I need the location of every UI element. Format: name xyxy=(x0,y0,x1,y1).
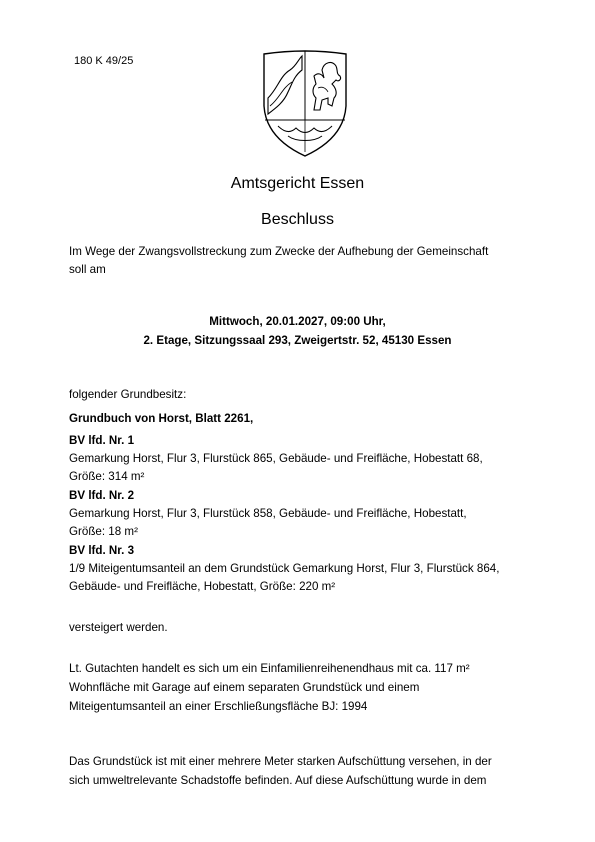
land-register: Grundbuch von Horst, Blatt 2261, xyxy=(69,412,254,425)
appraisal-line-1: Lt. Gutachten handelt es sich um ein Einfamilienreihenendhaus mit ca. 117 m² xyxy=(69,662,470,675)
auction-closing: versteigert werden. xyxy=(69,621,168,634)
property-lead: folgender Grundbesitz: xyxy=(69,388,187,401)
document-title: Beschluss xyxy=(261,211,334,228)
court-name: Amtsgericht Essen xyxy=(230,175,365,192)
note-line-2: sich umweltrelevante Schadstoffe befinden. Auf diese Aufschüttung wurde in dem xyxy=(69,774,487,787)
coat-of-arms-icon xyxy=(258,48,352,160)
case-number: 180 K 49/25 xyxy=(74,55,134,67)
intro-line-1: Im Wege der Zwangsvollstreckung zum Zwecke der Aufhebung der Gemeinschaft xyxy=(69,245,489,258)
item-heading-1: BV lfd. Nr. 1 xyxy=(69,434,135,447)
item-1-line-2: Größe: 314 m² xyxy=(69,470,145,483)
appraisal-line-3: Miteigentumsanteil an einer Erschließungsfläche BJ: 1994 xyxy=(69,700,368,713)
item-heading-2: BV lfd. Nr. 2 xyxy=(69,489,135,502)
item-3-line-1: 1/9 Miteigentumsanteil an dem Grundstück Gemarkung Horst, Flur 3, Flurstück 864, xyxy=(69,562,500,575)
appraisal-line-2: Wohnfläche mit Garage auf einem separaten Grundstück und einem xyxy=(69,681,420,694)
auction-date: Mittwoch, 20.01.2027, 09:00 Uhr, xyxy=(209,315,386,328)
item-2-line-1: Gemarkung Horst, Flur 3, Flurstück 858, Gebäude- und Freifläche, Hobestatt, xyxy=(69,507,467,520)
item-3-line-2: Gebäude- und Freifläche, Hobestatt, Größe: 220 m² xyxy=(69,580,336,593)
auction-location: 2. Etage, Sitzungssaal 293, Zweigertstr. 52, 45130 Essen xyxy=(143,334,452,347)
intro-line-2: soll am xyxy=(69,263,106,276)
item-1-line-1: Gemarkung Horst, Flur 3, Flurstück 865, Gebäude- und Freifläche, Hobestatt 68, xyxy=(69,452,483,465)
item-2-line-2: Größe: 18 m² xyxy=(69,525,138,538)
note-line-1: Das Grundstück ist mit einer mehrere Meter starken Aufschüttung versehen, in der xyxy=(69,755,492,768)
item-heading-3: BV lfd. Nr. 3 xyxy=(69,544,135,557)
